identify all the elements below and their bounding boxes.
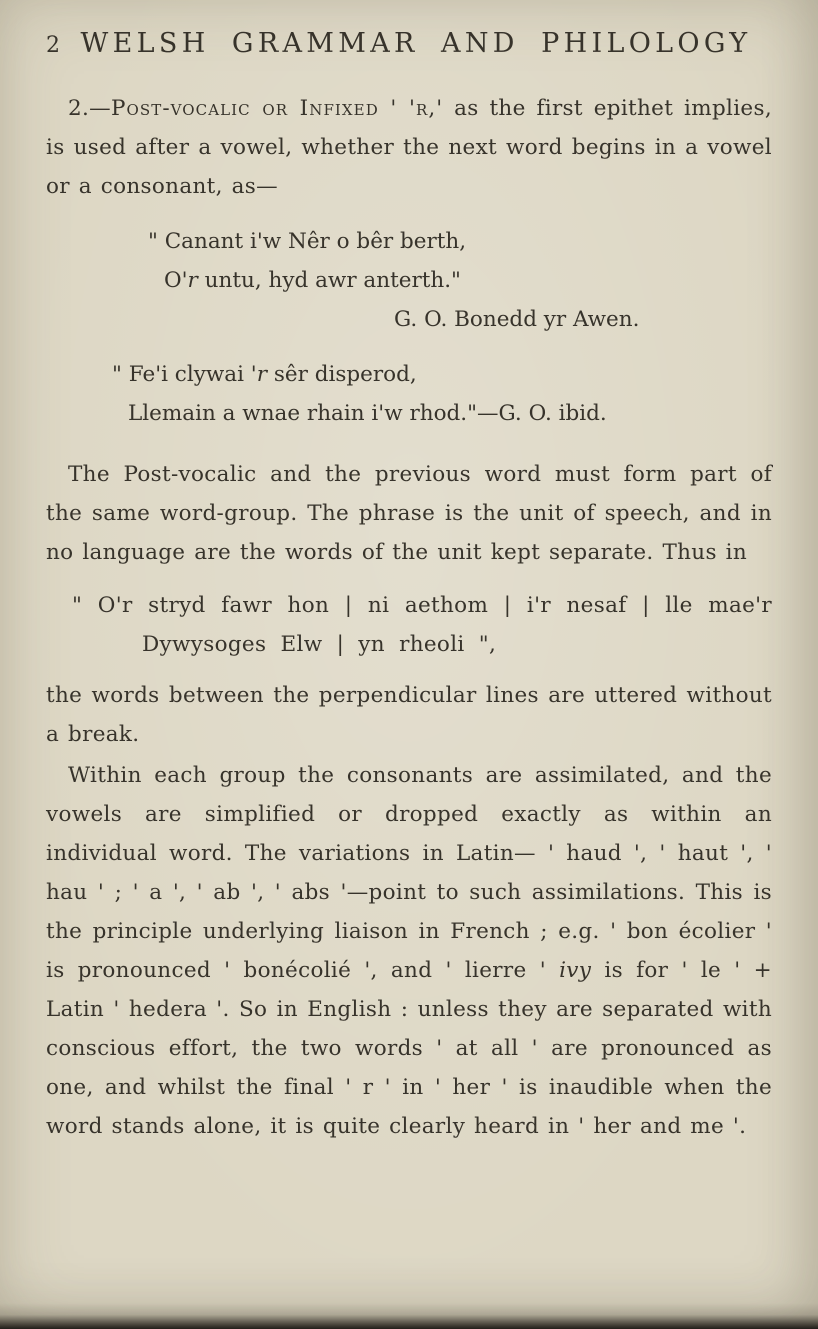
page-bottom-scan-edge xyxy=(0,1303,818,1329)
verse-line-2: Llemain a wnae rhain i'w rhod."—G. O. ibid. xyxy=(128,401,607,426)
running-title: WELSH GRAMMAR AND PHILOLOGY xyxy=(80,28,752,59)
verse-attribution: G. O. Bonedd yr Awen. xyxy=(394,307,640,332)
running-header xyxy=(46,24,772,65)
verse-line-1: " Fe'i clywai 'r sêr disperod, xyxy=(112,362,417,387)
paragraph-perpendicular-lines: the words between the perpendicular lines are uttered without a break. xyxy=(46,683,772,747)
paragraph-post-vocalic-intro: 2.—Post-vocalic or Infixed ' 'r,' as the first epithet implies, is used after a vowel, whether the next word begins in a vowel or a consonant, as— xyxy=(46,96,772,199)
page-number: 2 xyxy=(46,33,60,58)
verse-quote-2 xyxy=(112,355,772,433)
verse-line-2: O'r untu, hyd awr anterth." xyxy=(164,268,461,293)
paragraph-assimilation: Within each group the consonants are assimilated, and the vowels are simplified or dropped exactly as within an individual word. The variations in Latin— ' haud ', ' haut ', ' hau ' ; ' a ', ' ab ', ' abs '—point to such assimilations. This is the principle underlying liaison in French ; e.g. ' bon écolier ' is pronounced ' bonécolié ', and ' lierre ' ivy is for ' le ' + Latin ' hedera '. So in English : unless they are separated with conscious effort, the two words ' at all ' are pronounced as one, and whilst the final ' r ' in ' her ' is inaudible when the word stands alone, it is quite clearly heard in ' her and me '. xyxy=(46,763,773,1139)
verse-line-1: " Canant i'w Nêr o bêr berth, xyxy=(148,229,467,254)
paragraph-word-group: The Post-vocalic and the previous word must form part of the same word-group. The phrase is the unit of speech, and in no language are the words of the unit kept separate. Thus in xyxy=(46,462,772,565)
quote-word-group-example: " O'r stryd fawr hon | ni aethom | i'r nesaf | lle mae'r Dywysoges Elw | yn rheoli ", xyxy=(72,593,772,657)
verse-quote-1 xyxy=(148,222,772,339)
